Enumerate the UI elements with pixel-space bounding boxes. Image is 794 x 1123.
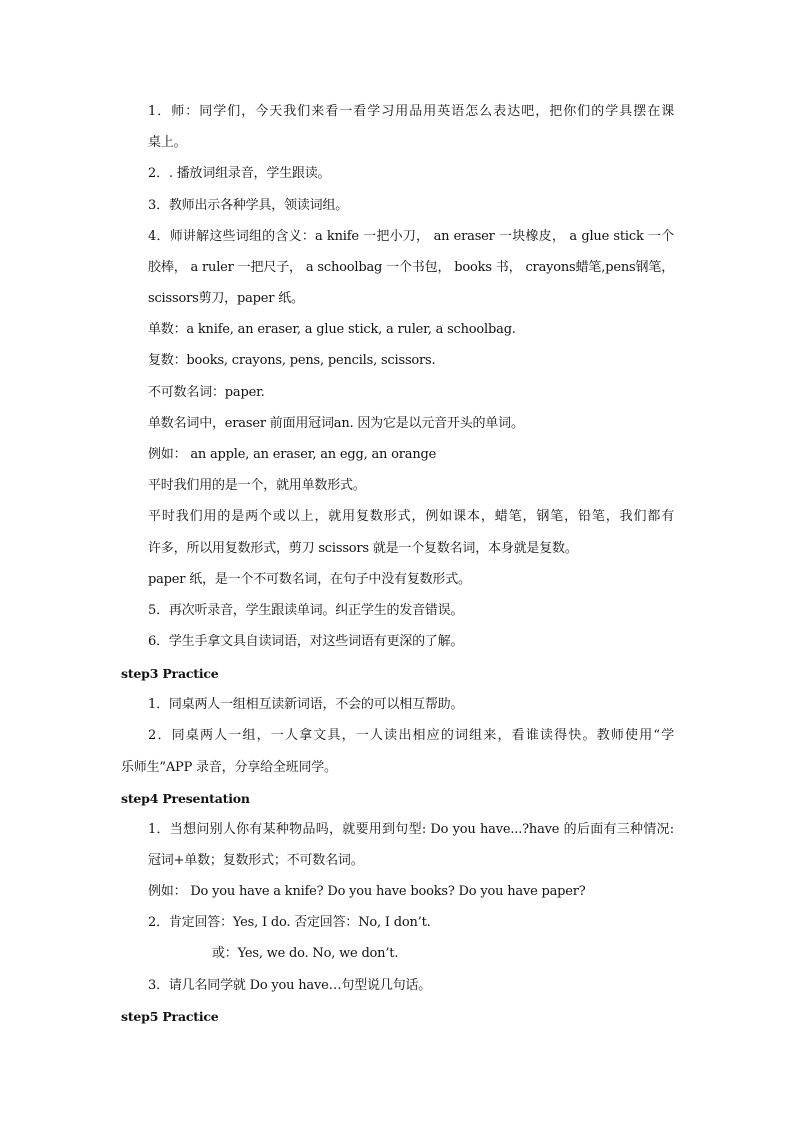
paragraph-line: 单数：a knife, an eraser, a glue stick, a ruler, a schoolbag. [148, 322, 516, 337]
paragraph-line: 不可数名词：paper. [148, 385, 265, 400]
paragraph-line: 1．当想问别人你有某种物品吗，就要用到句型: Do you have...?have 的后面有三种情况: [148, 822, 674, 837]
paragraph-line: 3．教师出示各种学具，领读词组。 [148, 198, 349, 213]
paragraph-line: 例如： Do you have a knife? Do you have books? Do you have paper? [148, 884, 586, 899]
paragraph-line: 桌上。 [148, 135, 187, 150]
paragraph-line: 单数名词中，eraser 前面用冠词an. 因为它是以元音开头的单词。 [148, 416, 524, 431]
paragraph-line: 乐师生”APP 录音，分享给全班同学。 [121, 760, 337, 775]
paragraph-line: 1．同桌两人一组相互读新词语，不会的可以相互帮助。 [148, 697, 464, 712]
paragraph-line: 4．师讲解这些词组的含义：a knife 一把小刀， an eraser 一块橡皮， a glue stick 一个 [148, 229, 674, 244]
paragraph-line: 平时我们用的是一个，就用单数形式。 [148, 478, 366, 493]
paragraph-line: 平时我们用的是两个或以上，就用复数形式，例如课本，蜡笔，钢笔，铅笔，我们都有 [148, 509, 674, 524]
paragraph-line: 2．同桌两人一组，一人拿文具，一人读出相应的词组来，看谁读得快。教师使用“学 [148, 728, 674, 743]
paragraph-line: 复数：books, crayons, pens, pencils, scissors. [148, 353, 436, 368]
paragraph-line: 6．学生手拿文具自读词语，对这些词语有更深的了解。 [148, 634, 464, 649]
section-heading: step5 Practice [121, 1009, 219, 1024]
paragraph-line: paper 纸，是一个不可数名词，在句子中没有复数形式。 [148, 572, 471, 587]
paragraph-line: 3．请几名同学就 Do you have…句型说几句话。 [148, 978, 432, 993]
section-heading: step3 Practice [121, 666, 219, 681]
paragraph-line: 冠词+单数；复数形式；不可数名词。 [148, 853, 364, 868]
paragraph-line: 胶棒， a ruler 一把尺子， a schoolbag 一个书包， books 书， crayons蜡笔,pens钢笔， [148, 260, 674, 275]
paragraph-line: 例如： an apple, an eraser, an egg, an orange [148, 447, 437, 462]
paragraph-line: 2．肯定回答：Yes, I do. 否定回答：No, I don’t. [148, 915, 431, 930]
paragraph-line: 许多，所以用复数形式，剪刀 scissors 就是一个复数名词，本身就是复数。 [148, 541, 578, 556]
paragraph-line: 5．再次听录音，学生跟读单词。纠正学生的发音错误。 [148, 603, 464, 618]
section-heading: step4 Presentation [121, 791, 250, 806]
paragraph-line: scissors剪刀，paper 纸。 [148, 291, 304, 306]
paragraph-line: 2．. 播放词组录音，学生跟读。 [148, 166, 331, 181]
paragraph-line: 1．师：同学们，今天我们来看一看学习用品用英语怎么表达吧，把你们的学具摆在课 [148, 104, 674, 119]
paragraph-line: 或：Yes, we do. No, we don’t. [212, 946, 399, 961]
